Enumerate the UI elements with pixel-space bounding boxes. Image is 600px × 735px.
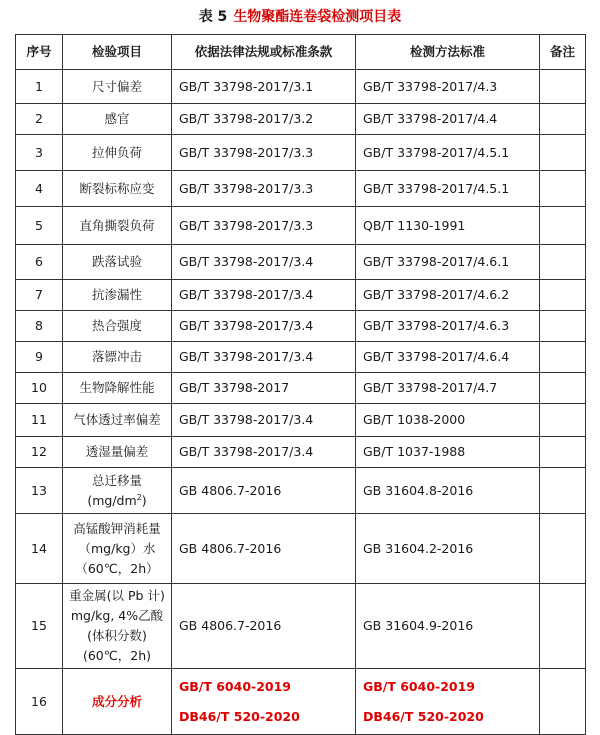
row-no: 4 (16, 171, 63, 207)
table-number: 表 5 (198, 9, 228, 25)
row-basis: GB/T 33798-2017/3.3 (172, 135, 356, 171)
row-method: GB/T 33798-2017/4.6.3 (356, 311, 540, 342)
row-method (356, 669, 540, 735)
table-row (16, 245, 586, 280)
row-no: 6 (16, 245, 63, 280)
row-no: 12 (16, 437, 63, 468)
row-item: 成分分析 (63, 669, 172, 735)
table-title-text: 生物聚酯连卷袋检测项目表 (233, 9, 402, 25)
row-method: GB/T 33798-2017/4.5.1 (356, 135, 540, 171)
row-method-line: GB/T 6040-2019 (363, 678, 475, 694)
row-basis: GB/T 33798-2017/3.3 (172, 207, 356, 245)
table-row (16, 70, 586, 104)
row-item-line: (体积分数) (87, 628, 147, 643)
row-basis: GB 4806.7-2016 (172, 584, 356, 669)
row-method: GB/T 33798-2017/4.6.1 (356, 245, 540, 280)
row-basis: GB 4806.7-2016 (172, 514, 356, 584)
row-basis: GB 4806.7-2016 (172, 468, 356, 514)
table-row (16, 135, 586, 171)
row-item: 透湿量偏差 (63, 437, 172, 468)
row-item-line: ) (141, 492, 147, 508)
row-item: 生物降解性能 (63, 373, 172, 404)
row-method: GB/T 33798-2017/4.5.1 (356, 171, 540, 207)
table-row (16, 468, 586, 514)
table-row (16, 311, 586, 342)
row-no: 15 (16, 584, 63, 669)
row-no: 9 (16, 342, 63, 373)
row-item: 热合强度 (63, 311, 172, 342)
row-note (540, 342, 586, 373)
row-method: GB/T 33798-2017/4.7 (356, 373, 540, 404)
table-row (16, 669, 586, 735)
row-basis: GB/T 33798-2017/3.1 (172, 70, 356, 104)
table-row (16, 514, 586, 584)
row-note (540, 207, 586, 245)
row-note (540, 171, 586, 207)
row-note (540, 280, 586, 311)
row-no: 10 (16, 373, 63, 404)
row-method-line: DB46/T 520-2020 (363, 708, 484, 724)
row-note (540, 311, 586, 342)
row-item: 落镖冲击 (63, 342, 172, 373)
row-item: 拉伸负荷 (63, 135, 172, 171)
row-note (540, 135, 586, 171)
table-row (16, 171, 586, 207)
row-item (63, 584, 172, 669)
table-row (16, 437, 586, 468)
row-method: GB/T 33798-2017/4.4 (356, 104, 540, 135)
row-no: 2 (16, 104, 63, 135)
row-basis: GB/T 33798-2017/3.2 (172, 104, 356, 135)
row-no: 14 (16, 514, 63, 584)
row-no: 1 (16, 70, 63, 104)
row-no: 8 (16, 311, 63, 342)
row-item-line: 高锰酸钾消耗量 (73, 520, 161, 536)
row-item-line: 总迁移量 (91, 472, 142, 488)
row-method: GB/T 1037-1988 (356, 437, 540, 468)
row-basis: GB/T 33798-2017/3.4 (172, 342, 356, 373)
header-note: 备注 (540, 35, 586, 70)
row-item-superscript: 2 (136, 492, 142, 502)
row-basis (172, 669, 356, 735)
row-no: 7 (16, 280, 63, 311)
row-basis: GB/T 33798-2017/3.4 (172, 437, 356, 468)
row-method: GB 31604.8-2016 (356, 468, 540, 514)
table-row (16, 404, 586, 437)
table-row (16, 104, 586, 135)
row-item-line: 重金属(以 Pb 计) (69, 588, 165, 603)
row-item: 尺寸偏差 (63, 70, 172, 104)
header-method: 检测方法标准 (356, 35, 540, 70)
row-item-line: (60℃，2h) (82, 648, 152, 663)
table-row (16, 342, 586, 373)
row-basis: GB/T 33798-2017 (172, 373, 356, 404)
row-item: 感官 (63, 104, 172, 135)
row-basis-line: GB/T 6040-2019 (179, 678, 291, 694)
row-note (540, 437, 586, 468)
row-item: 直角撕裂负荷 (63, 207, 172, 245)
header-seq: 序号 (16, 35, 63, 70)
table-header-row (16, 35, 586, 70)
table-row (16, 207, 586, 245)
row-note (540, 404, 586, 437)
table-row (16, 584, 586, 669)
row-basis: GB/T 33798-2017/3.4 (172, 404, 356, 437)
row-basis: GB/T 33798-2017/3.4 (172, 245, 356, 280)
row-basis: GB/T 33798-2017/3.3 (172, 171, 356, 207)
header-item: 检验项目 (63, 35, 172, 70)
table-title (0, 7, 600, 27)
row-item (63, 514, 172, 584)
row-basis: GB/T 33798-2017/3.4 (172, 311, 356, 342)
row-basis: GB/T 33798-2017/3.4 (172, 280, 356, 311)
row-method: QB/T 1130-1991 (356, 207, 540, 245)
row-note (540, 245, 586, 280)
table-row (16, 373, 586, 404)
row-note (540, 104, 586, 135)
table-row (16, 280, 586, 311)
row-basis-line: DB46/T 520-2020 (179, 708, 300, 724)
row-method: GB/T 1038-2000 (356, 404, 540, 437)
inspection-items-table (15, 34, 586, 735)
row-note (540, 70, 586, 104)
row-no: 3 (16, 135, 63, 171)
row-item: 断裂标称应变 (63, 171, 172, 207)
row-method: GB/T 33798-2017/4.3 (356, 70, 540, 104)
row-note (540, 584, 586, 669)
row-note (540, 373, 586, 404)
row-note (540, 669, 586, 735)
row-no: 5 (16, 207, 63, 245)
row-item-line: mg/kg, 4%乙酸 (70, 608, 164, 623)
row-note (540, 514, 586, 584)
header-basis: 依据法律法规或标准条款 (172, 35, 356, 70)
row-method: GB 31604.2-2016 (356, 514, 540, 584)
row-item: 抗渗漏性 (63, 280, 172, 311)
row-method: GB/T 33798-2017/4.6.4 (356, 342, 540, 373)
row-item: 跌落试验 (63, 245, 172, 280)
row-item-line: （60℃，2h） (75, 560, 159, 576)
row-no: 11 (16, 404, 63, 437)
row-note (540, 468, 586, 514)
row-method: GB 31604.9-2016 (356, 584, 540, 669)
row-item-line: （mg/kg）水 (78, 540, 156, 556)
row-no: 13 (16, 468, 63, 514)
row-item: 气体透过率偏差 (63, 404, 172, 437)
row-item-line: (mg/dm (87, 492, 137, 508)
row-item (63, 468, 172, 514)
row-method: GB/T 33798-2017/4.6.2 (356, 280, 540, 311)
row-no: 16 (16, 669, 63, 735)
